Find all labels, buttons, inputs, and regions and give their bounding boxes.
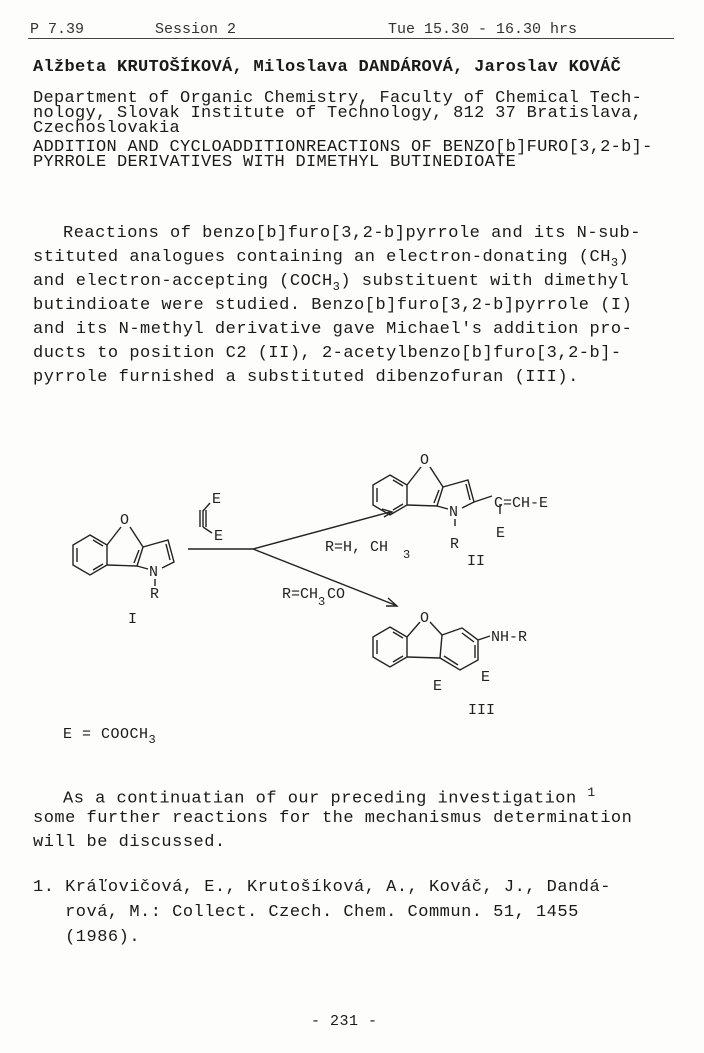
condition-lower: R=CH	[282, 586, 319, 603]
compound-label-II: II	[467, 553, 486, 570]
legend-e	[63, 726, 157, 747]
reference-line: rová, M.: Collect. Czech. Chem. Commun. 51, 1455	[33, 903, 579, 922]
paper-title: ADDITION AND CYCLOADDITIONREACTIONS OF BENZO[b]FURO[3,2-b]-	[33, 138, 653, 157]
text: E = COOCH	[63, 726, 149, 743]
text: As a continuatian of our preceding investigation	[63, 789, 577, 809]
compound-label-I: I	[128, 611, 138, 628]
ester-e: E	[433, 678, 443, 695]
abstract-line: ducts to position C2 (II), 2-acetylbenzo[b]furo[3,2-b]-	[33, 344, 622, 363]
page-number: - 231 -	[311, 1013, 378, 1030]
text: )	[618, 248, 630, 267]
ester-e: E	[212, 491, 222, 508]
session-time: Tue 15.30 - 16.30 hrs	[388, 21, 578, 38]
reference-line: (1986).	[33, 928, 141, 947]
subscript: 3	[148, 733, 157, 747]
affiliation-line: nology, Slovak Institute of Technology, 812 37 Bratislava,	[33, 104, 643, 123]
subscript: 3	[318, 595, 326, 609]
subscript: 3	[610, 256, 619, 270]
subscript: 3	[403, 548, 411, 562]
structure-I	[73, 527, 174, 586]
affiliation-line: Czechoslovakia	[33, 119, 181, 138]
atom-n: N	[449, 504, 459, 521]
continuation-line: will be discussed.	[33, 833, 226, 852]
abstract-line: butindioate were studied. Benzo[b]furo[3,2-b]pyrrole (I)	[33, 296, 633, 315]
ester-e: E	[214, 528, 224, 545]
continuation-line	[63, 785, 596, 809]
structure-II	[373, 467, 500, 526]
ester-e: E	[481, 669, 491, 686]
paper-code: P 7.39	[30, 21, 85, 38]
ester-e: E	[496, 525, 506, 542]
abstract-line: Reactions of benzo[b]furo[3,2-b]pyrrole and its N-sub-	[63, 224, 641, 243]
atom-o: O	[420, 452, 430, 469]
subscript: 3	[332, 280, 341, 294]
amine: NH-R	[491, 629, 528, 646]
condition-upper: R=H, CH	[325, 539, 389, 556]
text: and electron-accepting (COCH	[33, 272, 333, 291]
abstract-line: pyrrole furnished a substituted dibenzofuran (III).	[33, 368, 579, 387]
continuation-line: some further reactions for the mechanismus determination	[33, 809, 633, 828]
abstract-line: and its N-methyl derivative gave Michael's addition pro-	[33, 320, 633, 339]
session: Session 2	[155, 21, 237, 38]
structure-III	[373, 622, 490, 670]
condition-lower-end: CO	[327, 586, 346, 603]
authors: Alžbeta KRUTOŠÍKOVÁ, Miloslava DANDÁROVÁ, Jaroslav KOVÁČ	[33, 58, 622, 77]
footnote-ref: 1	[587, 785, 596, 800]
substituent-r: R	[450, 536, 460, 553]
atom-o: O	[120, 512, 130, 529]
side-chain: C=CH-E	[494, 495, 549, 512]
compound-label-III: III	[468, 702, 496, 719]
atom-n: N	[149, 564, 159, 581]
affiliation-line: Department of Organic Chemistry, Faculty of Chemical Tech-	[33, 89, 643, 108]
text: stituted analogues containing an electron-donating (CH	[33, 248, 611, 267]
substituent-r: R	[150, 586, 160, 603]
paper-title: PYRROLE DERIVATIVES WITH DIMETHYL BUTINEDIOATE	[33, 153, 517, 172]
atom-o: O	[420, 610, 430, 627]
text: ) substituent with dimethyl	[340, 272, 630, 291]
reference-line: 1. Kráľovičová, E., Krutošíková, A., Kováč, J., Dandá-	[33, 878, 611, 897]
